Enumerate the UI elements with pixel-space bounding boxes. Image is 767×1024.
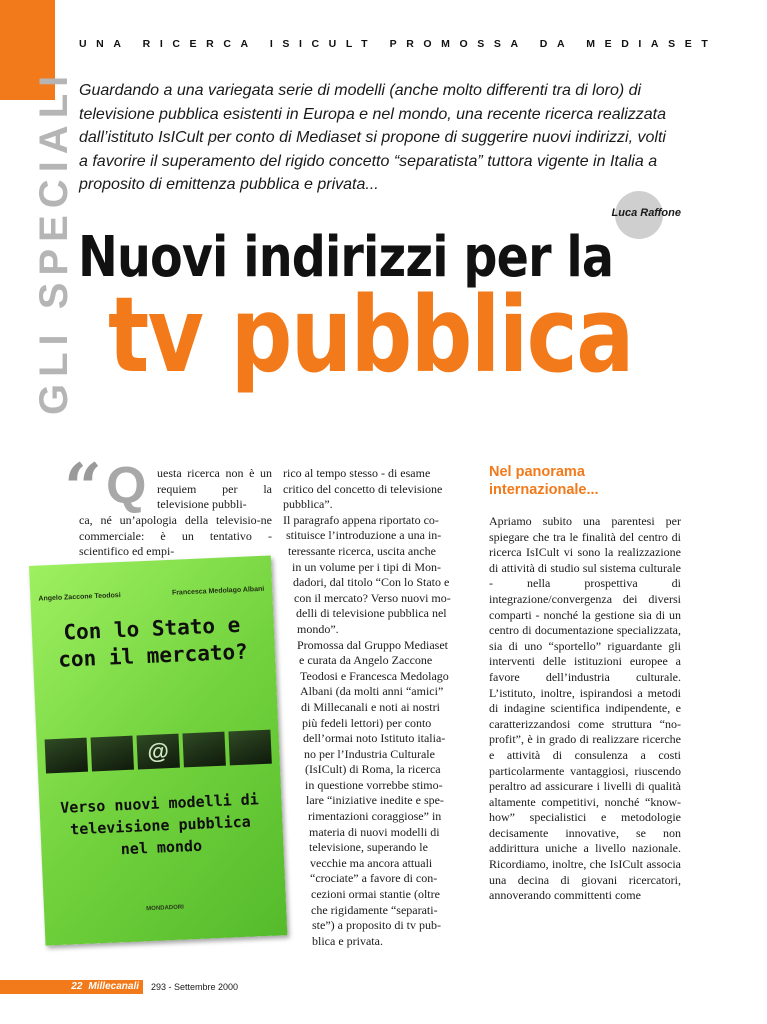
- column-2-line: mondo”.: [297, 621, 339, 636]
- column-2-line: Il paragrafo appena riportato co-: [283, 512, 439, 527]
- column-2-line: rimentazioni coraggiose” in: [308, 809, 442, 824]
- book-strip-photo: [91, 736, 134, 772]
- book-cover-image: [29, 555, 287, 945]
- opening-quote-mark: “: [64, 449, 102, 527]
- book-title: Con lo Stato e con il mercato?: [57, 612, 249, 672]
- author-name: Luca Raffone: [611, 207, 681, 219]
- column-2-line: dadori, dal titolo “Con lo Stato e: [293, 575, 450, 590]
- issue-info: 293 - Settembre 2000: [151, 982, 239, 992]
- column-2-line: materia di nuovi modelli di: [309, 824, 440, 839]
- book-author-left: Angelo Zaccone Teodosi: [38, 592, 121, 603]
- book-subtitle: Verso nuovi modelli di televisione pubblica nel mondo: [59, 790, 260, 859]
- column-2-line: Albani (da molti anni “amici”: [300, 684, 444, 699]
- column-1-body-text: ca, né un’apologia della televisio-ne commerciale: è un tentativo - scientifico ed empi-: [79, 513, 272, 559]
- book-author-right: Francesca Medolago Albani: [171, 585, 265, 597]
- column-2-line: rico al tempo stesso - di esame: [283, 466, 431, 480]
- headline-line-2: tv pubblica: [108, 274, 633, 396]
- footer-tab: [0, 980, 143, 994]
- column-2-line: ste”) a proposito di tv pub-: [312, 918, 441, 933]
- column-2-line: che rigidamente “separati-: [311, 902, 438, 917]
- lead-paragraph: Guardando a una variegata serie di modelli (anche molto differenti tra di loro) di televisione pubblica esistenti in Europa e nel mondo, una recente ricerca realizzata dall’istituto IsICult per conto di Mediaset si propone di suggerire nuovi indirizzi, volti a favorire il superamento del rigido concetto “separatista” tuttora vigente in Italia a proposito di emittenza pubblica e privata...: [79, 82, 667, 194]
- book-strip-photo: [228, 730, 271, 766]
- column-1-intro: [157, 466, 272, 513]
- page-footer: [0, 980, 238, 994]
- book-authors: [38, 586, 264, 603]
- page-number: 22: [71, 981, 83, 992]
- book-publisher: MONDADORI: [146, 904, 185, 913]
- column-2-line: di Millecanali e noti ai nostri: [301, 699, 440, 714]
- column-2-line: lare “iniziative inedite e spe-: [306, 793, 444, 808]
- column-1-body: [79, 513, 272, 560]
- column-2-line: televisione, superando le: [309, 840, 428, 855]
- drop-cap: Q: [106, 457, 147, 515]
- column-1-intro-text: uesta ricerca non è un requiem per la televisione pubbli-: [157, 466, 272, 512]
- column-2-line: Teodosi e Francesca Medolago: [300, 668, 449, 683]
- column-2-line: vecchie ma ancora attuali: [310, 855, 433, 870]
- column-2-line: e curata da Angelo Zaccone: [299, 653, 433, 668]
- column-2-line: più fedeli lettori) per conto: [302, 715, 432, 730]
- column-2: [283, 466, 475, 949]
- column-2-line: in un volume per i tipi di Mon-: [292, 559, 441, 574]
- magazine-name: Millecanali: [88, 981, 139, 992]
- column-2-line: pubblica”.: [283, 497, 333, 512]
- column-2-line: dell’ormai noto Istituto italia-: [303, 731, 446, 746]
- column-2-line: no per l’Industria Culturale: [304, 746, 435, 761]
- column-2-line: blica e privata.: [312, 933, 383, 948]
- column-2-line: con il mercato? Verso nuovi mo-: [294, 590, 451, 605]
- kicker: UNA RICERCA ISICULT PROMOSSA DA MEDIASET: [79, 38, 718, 50]
- section-heading: Nel panorama internazionale...: [489, 464, 599, 498]
- column-2-line: “crociate” a favore di con-: [310, 871, 438, 886]
- column-2-line: teressante ricerca, uscita anche: [288, 543, 436, 558]
- column-2-line: Promossa dal Gruppo Mediaset: [297, 637, 448, 652]
- book-strip-photo: [45, 738, 88, 774]
- column-3: [489, 514, 681, 904]
- headline-line-1: Nuovi indirizzi per la: [78, 225, 614, 290]
- book-strip-photo: [182, 732, 225, 768]
- book-photo-strip: [45, 729, 272, 775]
- book-strip-at-sign: @: [136, 734, 179, 770]
- section-label: GLI SPECIALI: [32, 68, 76, 415]
- column-2-line: (IsICult) di Roma, la ricerca: [305, 762, 441, 777]
- column-2-line: delli di televisione pubblica nel: [296, 606, 447, 621]
- column-2-line: cezioni ormai stantie (oltre: [311, 887, 440, 902]
- column-3-text: Apriamo subito una parentesi per spiegare che tra le finalità del centro di ricerca IsICult vi sono la realizzazione di attività di studio sul sistema culturale - nella prospettiva di integrazione/convergenza dei diversi comparti - nonché la gestione sia di un centro di documentazione specializzata, sia di uno “sportello” riguardante gli interventi delle istituzioni europee a favore dell’industria culturale. L’istituto, inoltre, ispirandosi a metodi di indagine scientifica indipendente, e caratterizzandosi come struttura “no-profit”, è in grado di realizzare ricerche e attività di consulenza a costi particolarmente vantaggiosi, riuscendo peraltro ad assicurare i livelli di qualità altamente competitivi, nonché “know-how” specialistici e metodologie decisamente innovative, se non addirittura uniche a livello nazionale. Ricordiamo, inoltre, che IsICult associa una decina di giovani ricercatori, annoverando committenti come: [489, 514, 681, 903]
- column-2-line: critico del concetto di televisione: [283, 481, 443, 496]
- column-2-line: in questione vorrebbe stimo-: [305, 777, 443, 792]
- column-2-line: stituisce l’introduzione a una in-: [286, 528, 442, 543]
